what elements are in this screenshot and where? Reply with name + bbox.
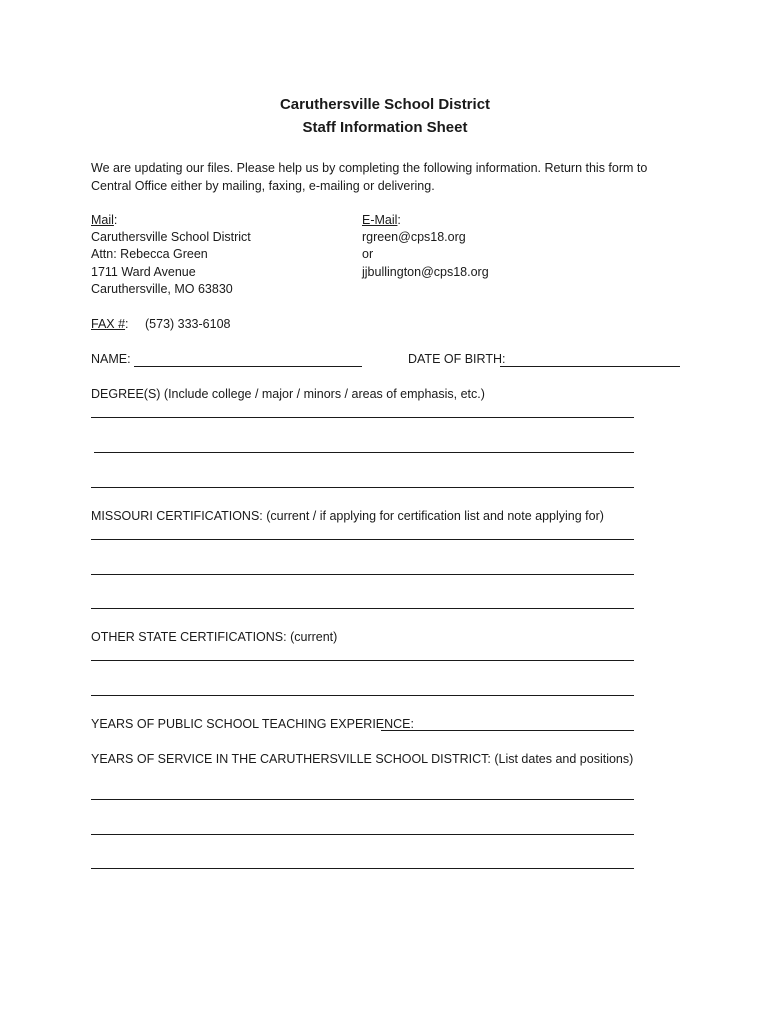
fax-label: FAX #:	[91, 317, 129, 331]
mail-heading: Mail:	[91, 213, 118, 227]
email-link[interactable]: rgreen@cps18.org	[362, 230, 466, 244]
mail-line: Caruthersville School District	[91, 230, 251, 244]
other-state-cert-input-line[interactable]	[91, 660, 634, 661]
fax-number: (573) 333-6108	[145, 317, 231, 331]
years-public-input-line[interactable]	[381, 730, 634, 731]
years-public-label: YEARS OF PUBLIC SCHOOL TEACHING EXPERIENCE:	[91, 717, 414, 731]
email-heading: E-Mail:	[362, 213, 401, 227]
missouri-cert-input-line[interactable]	[91, 539, 634, 540]
degrees-label: DEGREE(S) (Include college / major / minors / areas of emphasis, etc.)	[91, 387, 485, 401]
form-subtitle: Staff Information Sheet	[302, 119, 468, 136]
mail-line: Attn: Rebecca Green	[91, 247, 208, 261]
dob-label: DATE OF BIRTH:	[408, 352, 506, 366]
years-service-input-line[interactable]	[91, 834, 634, 835]
form-title: Caruthersville School District	[279, 96, 491, 113]
intro-line-1: We are updating our files. Please help us by completing the following information. Return this form to	[91, 161, 648, 175]
other-state-cert-label: OTHER STATE CERTIFICATIONS: (current)	[91, 630, 338, 644]
degrees-input-line[interactable]	[94, 452, 634, 453]
mail-line: Caruthersville, MO 63830	[91, 282, 233, 296]
years-service-input-line[interactable]	[91, 868, 634, 869]
other-state-cert-input-line[interactable]	[91, 695, 634, 696]
name-input-line[interactable]	[134, 366, 362, 367]
email-or: or	[362, 247, 374, 261]
mail-line: 1711 Ward Avenue	[91, 265, 196, 279]
name-label: NAME:	[91, 352, 131, 366]
dob-input-line[interactable]	[500, 366, 680, 367]
years-service-label: YEARS OF SERVICE IN THE CARUTHERSVILLE SCHOOL DISTRICT: (List dates and positions)	[91, 752, 634, 766]
email-link[interactable]: jjbullington@cps18.org	[362, 265, 489, 279]
intro-line-2: Central Office either by mailing, faxing, e-mailing or delivering.	[91, 179, 435, 193]
missouri-cert-label: MISSOURI CERTIFICATIONS: (current / if applying for certification list and note applying for)	[91, 509, 604, 523]
degrees-input-line[interactable]	[91, 487, 634, 488]
missouri-cert-input-line[interactable]	[91, 608, 634, 609]
degrees-input-line[interactable]	[91, 417, 634, 418]
years-service-input-line[interactable]	[91, 799, 634, 800]
missouri-cert-input-line[interactable]	[91, 574, 634, 575]
